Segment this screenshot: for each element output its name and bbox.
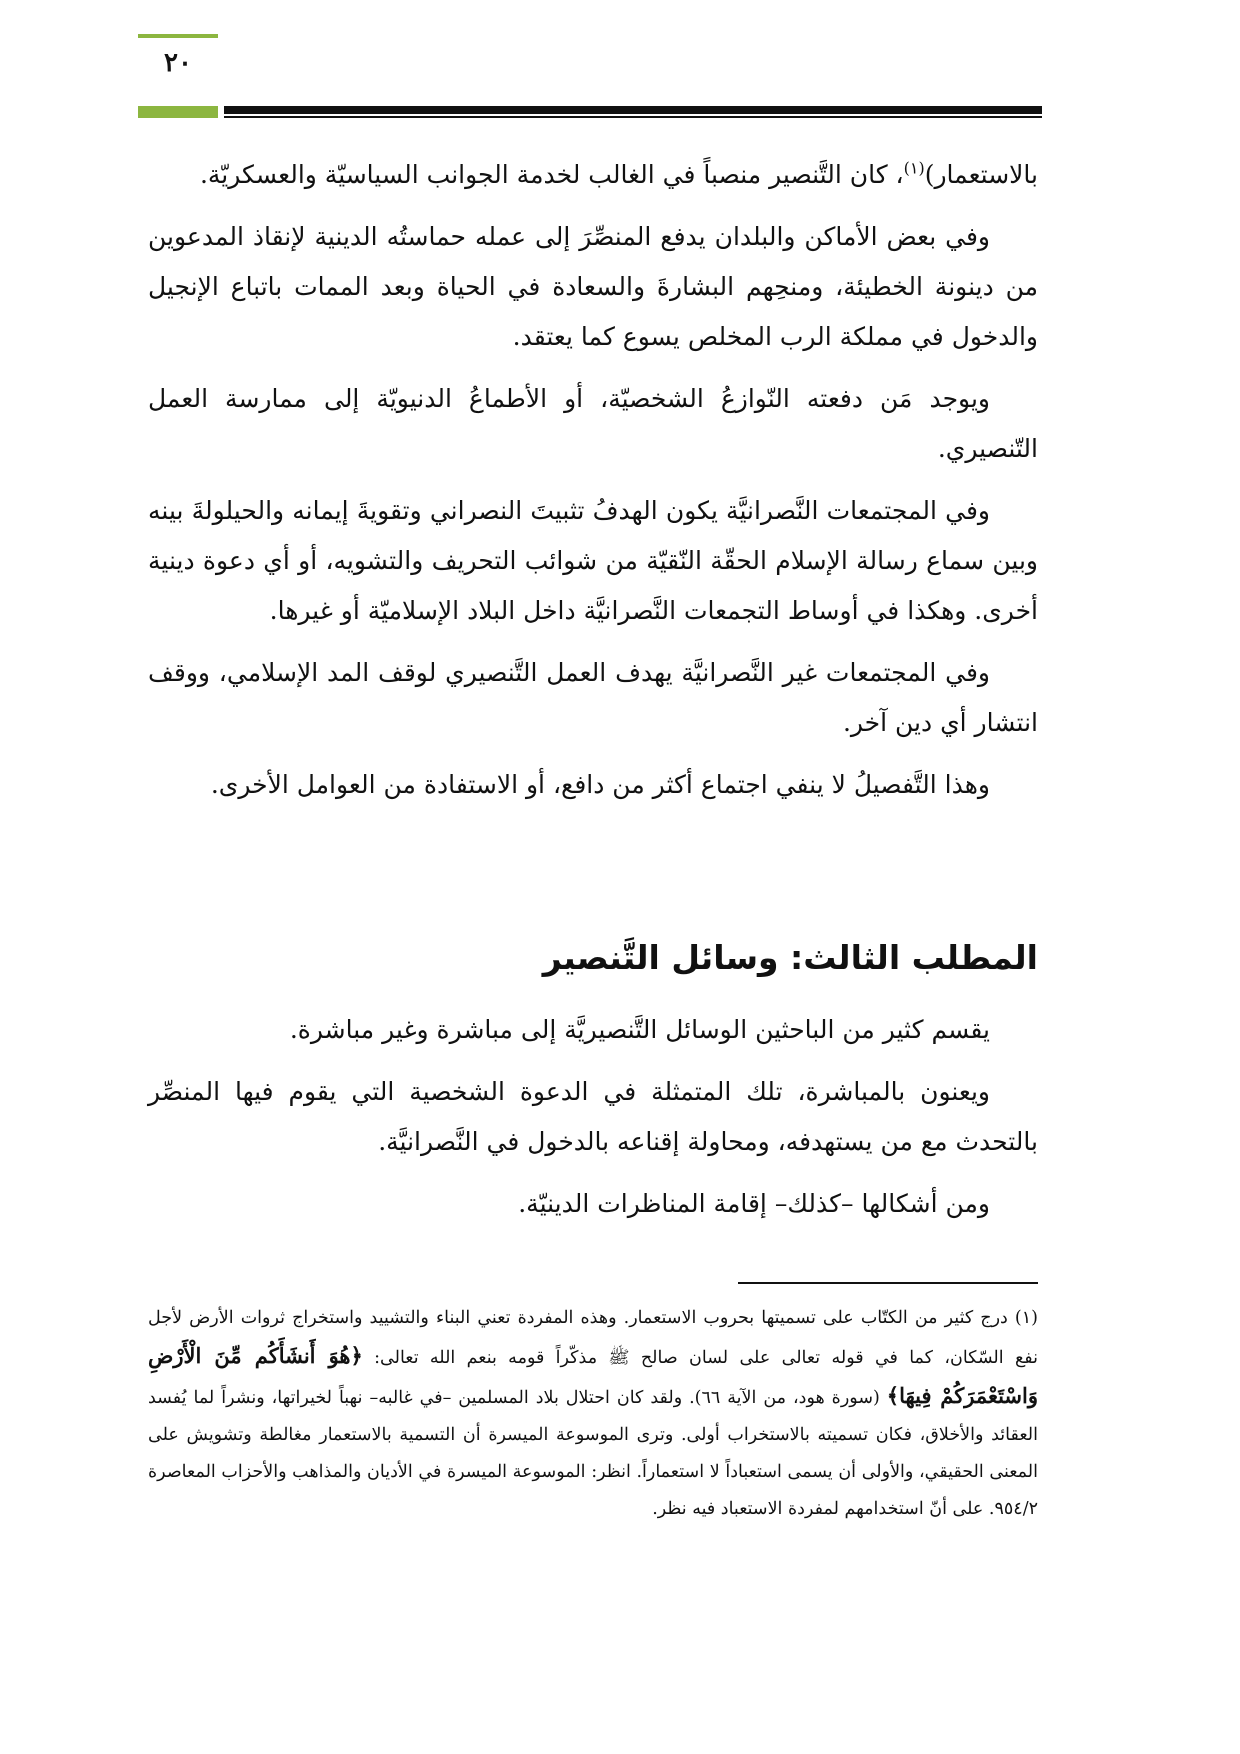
header-rule-black <box>224 106 1042 118</box>
paragraph-text: بالاستعمار) <box>924 160 1038 189</box>
footnote-ref[interactable]: (١) <box>903 158 925 178</box>
footnote-text: (سورة هود، من الآية ٦٦). ولقد كان احتلال بلاد المسلمين –في غالبه– نهباً لخيراتها، ونشراً لما يُفسد العقائد والأخلاق، فكان تسميته بالاستخراب أولى. وترى الموسوعة الميسرة أن التسمية بالاستعمار مغالطة وتشويش على المعنى الحقيقي، والأولى أن يسمى استعباداً لا استعماراً. انظر: الموسوعة الميسرة في الأديان والمذاهب والأحزاب المعاصرة ٩٥٤/٢. على أنّ استخدامهم لمفردة الاستعباد فيه نظر. <box>148 1388 1038 1519</box>
page-number: ٢٠ <box>164 48 192 78</box>
header-rule-green <box>138 106 218 118</box>
quran-quote: ﴿هُوَ أَنشَأَكُم مِّنَ الْأَرْضِ وَاسْتَعْمَرَكُمْ فِيهَا﴾ <box>148 1343 1039 1408</box>
paragraph: ويوجد مَن دفعته النّوازعُ الشخصيّة، أو الأطماعُ الدنيويّة إلى ممارسة العمل التّنصيري. <box>148 384 1038 463</box>
paragraph: ويعنون بالمباشرة، تلك المتمثلة في الدعوة الشخصية التي يقوم فيها المنصِّر بالتحدث مع من يستهدفه، ومحاولة إقناعه بالدخول في النَّصرانيَّة. <box>148 1077 1038 1156</box>
header-accent-bar <box>138 34 218 38</box>
paragraph: وفي المجتمعات النَّصرانيَّة يكون الهدفُ تثبيتَ النصراني وتقويةَ إيمانه والحيلولةَ بينه وبين سماع رسالة الإسلام الحقّة النّقيّة من شوائب التحريف والتشويه، أو أي دعوة دينية أخرى. وهكذا في أوساط التجمعات النَّصرانيَّة داخل البلاد الإسلاميّة أو غيرها. <box>148 496 1038 625</box>
paragraph: يقسم كثير من الباحثين الوسائل التَّنصيريَّة إلى مباشرة وغير مباشرة. <box>289 1015 990 1044</box>
main-text-block-2 <box>148 1005 1038 1241</box>
paragraph: وفي المجتمعات غير النَّصرانيَّة يهدف العمل التَّنصيري لوقف المد الإسلامي، ووقف انتشار أي دين آخر. <box>148 658 1038 737</box>
footnote-text: (١) درج كثير من الكتّاب على تسميتها بحروب الاستعمار. وهذه المفردة تعني البناء والتشييد واستخراج ثروات الأرض لأجل نفع السّكان، كما في قوله تعالى على لسان صالح ﷺ مذكّراً قومه بنعم الله تعالى: <box>148 1308 1038 1368</box>
paragraph: وفي بعض الأماكن والبلدان يدفع المنصِّرَ إلى عمله حماستُه الدينية لإنقاذ المدعوين من دينونة الخطيئة، ومنحِهم البشارةَ والسعادة في الحياة وبعد الممات باتباع الإنجيل والدخول في مملكة الرب المخلص يسوع كما يعتقد. <box>148 222 1038 351</box>
section-heading: المطلب الثالث: وسائل التَّنصير <box>542 938 1038 977</box>
paragraph: ومن أشكالها –كذلك– إقامة المناظرات الدينيّة. <box>518 1189 990 1218</box>
paragraph-text: ، كان التَّنصير منصباً في الغالب لخدمة الجوانب السياسيّة والعسكريّة. <box>199 160 904 189</box>
main-text-block-1 <box>148 150 1038 822</box>
footnote <box>148 1300 1038 1528</box>
paragraph <box>148 150 1038 200</box>
footnote-separator <box>738 1282 1038 1284</box>
paragraph: وهذا التَّفصيلُ لا ينفي اجتماع أكثر من دافع، أو الاستفادة من العوامل الأخرى. <box>210 770 990 799</box>
